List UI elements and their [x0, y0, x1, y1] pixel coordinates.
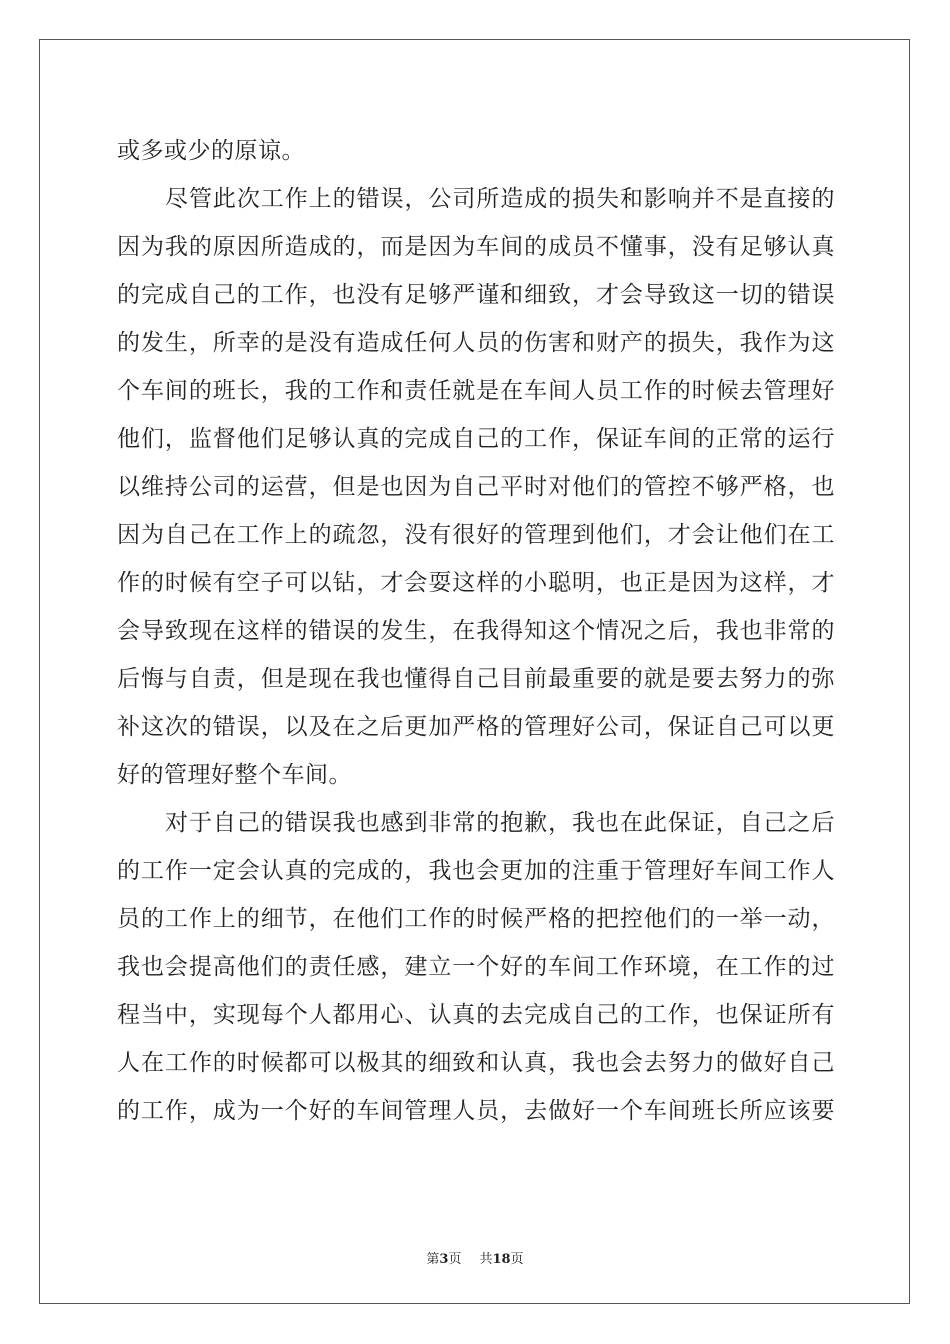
text-line: 的发生，所幸的是没有造成任何人员的伤害和财产的损失，我作为这 [117, 330, 835, 356]
page-suffix: 页 [448, 1252, 462, 1267]
text-line: 以维持公司的运营，但是也因为自己平时对他们的管控不够严格，也 [117, 474, 835, 500]
text-line: 他们，监督他们足够认真的完成自己的工作，保证车间的正常的运行 [117, 426, 835, 452]
text-line: 对于自己的错误我也感到非常的抱歉，我也在此保证，自己之后 [165, 810, 835, 836]
text-line: 或多或少的原谅。 [117, 138, 305, 164]
total-suffix: 页 [510, 1252, 524, 1267]
text-line: 的工作，成为一个好的车间管理人员，去做好一个车间班长所应该要 [117, 1098, 835, 1124]
text-line: 程当中，实现每个人都用心、认真的去完成自己的工作，也保证所有 [117, 1002, 835, 1028]
text-line: 补这次的错误，以及在之后更加严格的管理好公司，保证自己可以更 [117, 714, 835, 740]
text-line: 后悔与自责，但是现在我也懂得自己目前最重要的就是要去努力的弥 [117, 666, 835, 692]
text-line: 的工作一定会认真的完成的，我也会更加的注重于管理好车间工作人 [117, 858, 835, 884]
document-body [117, 127, 835, 1135]
text-line: 员的工作上的细节，在他们工作的时候严格的把控他们的一举一动， [117, 906, 835, 932]
text-line: 的完成自己的工作，也没有足够严谨和细致，才会导致这一切的错误 [117, 282, 835, 308]
text-line: 我也会提高他们的责任感，建立一个好的车间工作环境，在工作的过 [117, 954, 835, 980]
text-line: 作的时候有空子可以钻，才会耍这样的小聪明，也正是因为这样，才 [117, 570, 835, 596]
text-line: 个车间的班长，我的工作和责任就是在车间人员工作的时候去管理好 [117, 378, 835, 404]
page-footer [0, 1248, 950, 1267]
text-line: 尽管此次工作上的错误，公司所造成的损失和影响并不是直接的 [165, 186, 835, 212]
total-pages: 18 [492, 1252, 511, 1267]
text-line: 会导致现在这样的错误的发生，在我得知这个情况之后，我也非常的 [117, 618, 835, 644]
total-prefix: 共 [479, 1252, 493, 1267]
text-line: 好的管理好整个车间。 [117, 762, 352, 788]
page-prefix: 第 [426, 1252, 440, 1267]
text-line: 因为自己在工作上的疏忽，没有很好的管理到他们，才会让他们在工 [117, 522, 835, 548]
text-line: 因为我的原因所造成的，而是因为车间的成员不懂事，没有足够认真 [117, 234, 835, 260]
page-number: 3 [439, 1252, 449, 1267]
text-line: 人在工作的时候都可以极其的细致和认真，我也会去努力的做好自己 [117, 1050, 835, 1076]
